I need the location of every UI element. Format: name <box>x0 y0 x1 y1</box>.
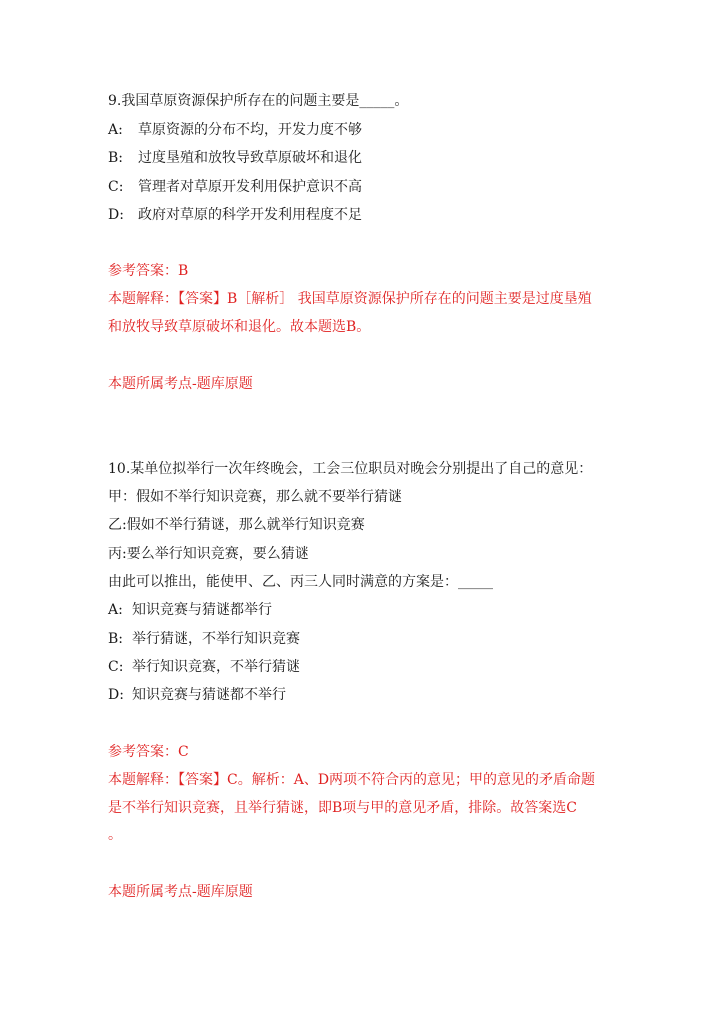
q9-explanation-line1: 本题解释：【答案】B［解析］ 我国草原资源保护所存在的问题主要是过度垦殖 <box>108 291 592 307</box>
option-text: 举行知识竞赛，不举行猜谜 <box>132 659 300 675</box>
option-text: 管理者对草原开发利用保护意识不高 <box>138 179 362 195</box>
q9-answer: 参考答案：B <box>108 263 189 279</box>
q10-option-a <box>108 601 272 619</box>
option-text: 举行猜谜，不举行知识竞赛 <box>132 631 300 647</box>
q10-answer: 参考答案：C <box>108 744 189 760</box>
option-letter: B: <box>108 150 124 166</box>
q10-explanation-line3: 。 <box>108 827 122 843</box>
q10-explanation-line1: 本题解释：【答案】C。解析：A、D两项不符合丙的意见；甲的意见的矛盾命题 <box>108 772 596 788</box>
q9-topic: 本题所属考点-题库原题 <box>108 376 253 392</box>
q10-statement-bing: 丙:要么举行知识竞赛，要么猜谜 <box>108 546 309 562</box>
option-text: 过度垦殖和放牧导致草原破坏和退化 <box>138 150 362 166</box>
option-text: 草原资源的分布不均，开发力度不够 <box>138 122 362 138</box>
q9-option-d <box>108 206 362 224</box>
q10-option-d <box>108 686 286 704</box>
option-letter: C: <box>108 179 124 195</box>
option-text: 知识竞赛与猜谜都不举行 <box>132 687 286 703</box>
option-letter: B: <box>108 631 124 647</box>
option-letter: C: <box>108 659 124 675</box>
q10-option-c <box>108 658 300 676</box>
q10-topic: 本题所属考点-题库原题 <box>108 884 253 900</box>
q10-stem: 10.某单位拟举行一次年终晚会，工会三位职员对晚会分别提出了自己的意见： <box>108 461 593 477</box>
option-text: 知识竞赛与猜谜都举行 <box>132 602 272 618</box>
q9-explanation-line2: 和放牧导致草原破坏和退化。故本题选B。 <box>108 319 371 335</box>
option-letter: A: <box>108 122 123 138</box>
q9-option-a <box>108 121 362 139</box>
option-letter: D: <box>108 687 124 703</box>
q10-statement-yi: 乙:假如不举行猜谜，那么就举行知识竞赛 <box>108 517 365 533</box>
q10-explanation-line2: 是不举行知识竞赛，且举行猜谜，即B项与甲的意见矛盾，排除。故答案选C <box>108 800 577 816</box>
q9-stem: 9.我国草原资源保护所存在的问题主要是_____。 <box>108 93 409 109</box>
q10-prompt: 由此可以推出，能使甲、乙、丙三人同时满意的方案是：_____ <box>108 574 493 590</box>
option-text: 政府对草原的科学开发利用程度不足 <box>138 207 362 223</box>
q10-statement-jia: 甲：假如不举行知识竞赛，那么就不要举行猜谜 <box>108 489 402 505</box>
q9-option-b <box>108 149 362 167</box>
q10-option-b <box>108 630 300 648</box>
option-letter: D: <box>108 207 124 223</box>
option-letter: A: <box>108 602 123 618</box>
q9-option-c <box>108 178 362 196</box>
